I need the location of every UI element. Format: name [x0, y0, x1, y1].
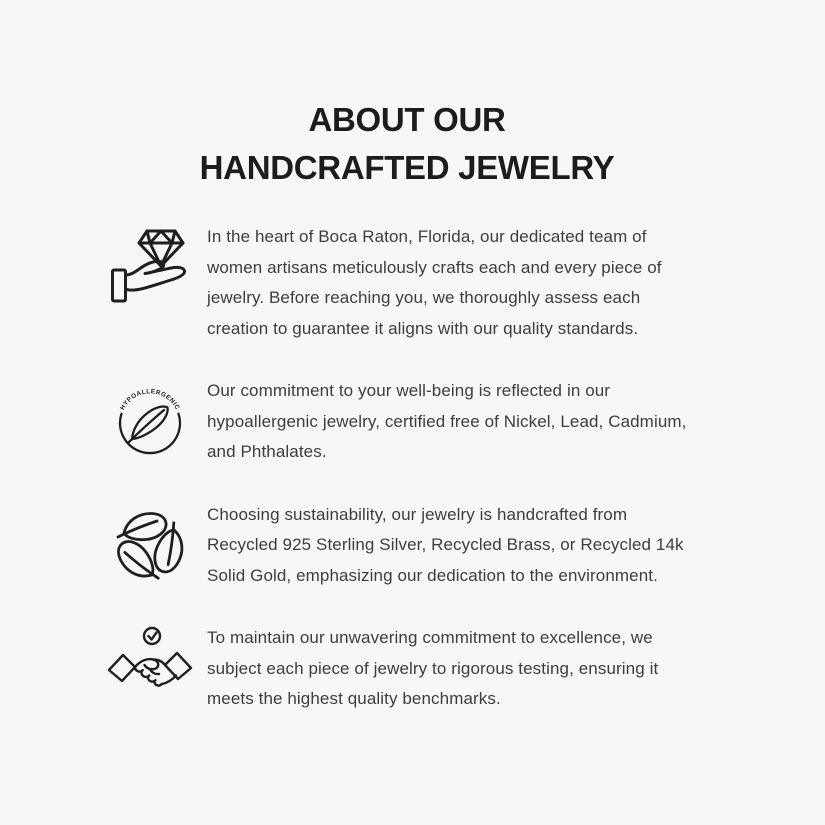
feature-text-line: To maintain our unwavering commitment to excellence, we: [207, 628, 653, 647]
feature-text-hypoallergenic: [207, 376, 686, 468]
hypoallergenic-badge-icon: [105, 376, 195, 466]
feature-row-hypoallergenic: [105, 376, 709, 468]
section-title-line-1: ABOUT OUR: [308, 101, 506, 138]
feature-text-quality-testing: [207, 623, 658, 715]
recycled-leaves-icon: [105, 500, 195, 590]
feature-text-line: jewelry. Before reaching you, we thoroughly assess each: [207, 288, 641, 307]
feature-text-line: Choosing sustainability, our jewelry is handcrafted from: [207, 504, 628, 524]
feature-list: [105, 222, 709, 715]
feature-text-line: Solid Gold, emphasizing our dedication to the environment.: [207, 565, 658, 585]
feature-text-craftsmanship: [207, 222, 662, 344]
feature-text-line: Our commitment to your well-being is reflected in our: [207, 381, 611, 400]
feature-text-line: meets the highest quality benchmarks.: [207, 689, 501, 708]
feature-row-craftsmanship: [105, 222, 709, 344]
feature-text-line: Recycled 925 Sterling Silver, Recycled Brass, or Recycled 14k: [207, 535, 684, 554]
about-jewelry-section: [105, 0, 709, 715]
feature-text-line: creation to guarantee it aligns with our quality standards.: [207, 318, 639, 338]
handshake-check-icon: [105, 623, 195, 713]
feature-text-line: In the heart of Boca Raton, Florida, our dedicated team of: [207, 227, 647, 246]
feature-text-line: and Phthalates.: [207, 442, 327, 461]
hypoallergenic-badge-label: HYPOALLERGENIC: [119, 388, 181, 412]
feature-text-line: hypoallergenic jewelry, certified free of Nickel, Lead, Cadmium,: [207, 411, 687, 431]
feature-text-line: subject each piece of jewelry to rigorous testing, ensuring it: [207, 658, 659, 678]
svg-text:HYPOALLERGENIC: [119, 388, 181, 411]
feature-text-sustainability: [207, 500, 684, 592]
feature-text-line: women artisans meticulously crafts each and every piece of: [207, 257, 662, 277]
section-title-line-2: HANDCRAFTED JEWELRY: [199, 149, 615, 186]
section-title: [105, 96, 709, 192]
feature-row-sustainability: [105, 500, 709, 592]
diamond-in-hand-icon: [105, 222, 195, 312]
feature-row-quality-testing: [105, 623, 709, 715]
